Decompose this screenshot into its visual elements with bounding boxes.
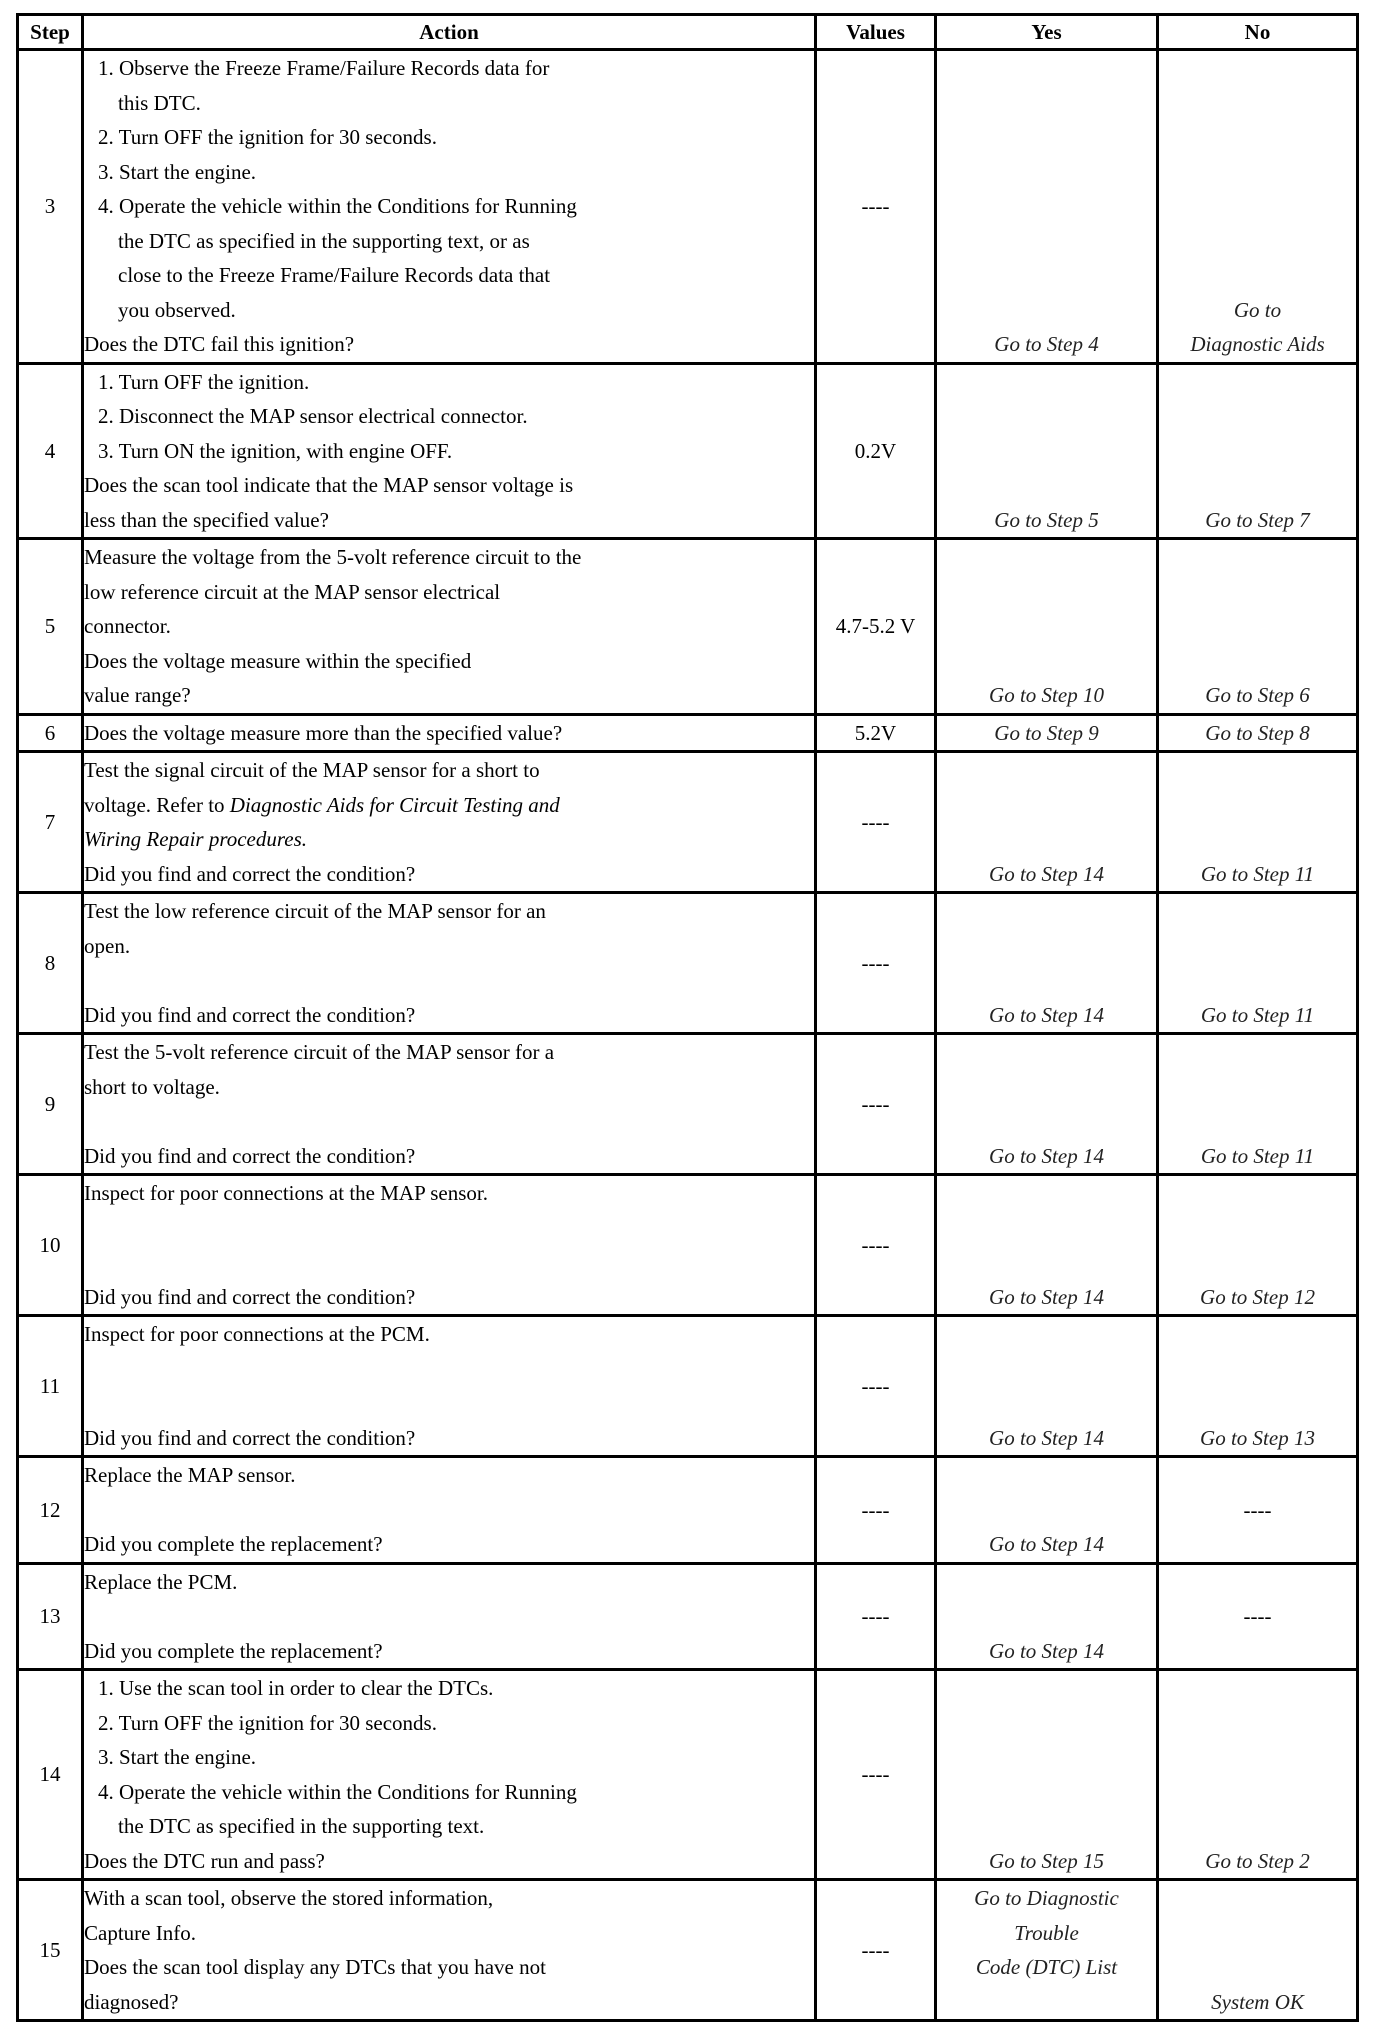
- no-cell: Go to Step 13: [1158, 1316, 1358, 1457]
- table-row: [18, 1175, 1358, 1316]
- step-number: 3: [18, 50, 83, 364]
- yes-cell: Go to Step 14: [936, 1563, 1158, 1670]
- no-cell: System OK: [1158, 1880, 1358, 2021]
- yes-cell: Go to Step 9: [936, 714, 1158, 752]
- table-row: [18, 1034, 1358, 1175]
- action-question: Did you find and correct the condition?: [84, 1002, 416, 1027]
- no-line: Go to: [1233, 297, 1282, 322]
- values-cell: 5.2V: [816, 714, 936, 752]
- step-number: 12: [18, 1457, 83, 1564]
- action-cell: [83, 752, 816, 893]
- values-cell: ----: [816, 1880, 936, 2021]
- yes-cell: Go to Step 14: [936, 893, 1158, 1034]
- action-question: value range?: [84, 683, 191, 707]
- header-values: Values: [816, 15, 936, 50]
- action-cell: [83, 714, 816, 752]
- step-number: 7: [18, 752, 83, 893]
- action-line: you observed.: [118, 297, 236, 322]
- values-cell: ----: [816, 1034, 936, 1175]
- action-line: 1. Observe the Freeze Frame/Failure Records data for: [98, 56, 550, 80]
- values-cell: 4.7-5.2 V: [816, 539, 936, 715]
- action-line: open.: [84, 933, 131, 958]
- reference-link-text: Wiring Repair procedures.: [84, 827, 308, 851]
- action-question: Does the DTC run and pass?: [84, 1848, 325, 1873]
- no-cell: [1158, 50, 1358, 364]
- yes-line: Code (DTC) List: [975, 1955, 1118, 1979]
- action-question: Did you find and correct the condition?: [84, 1284, 416, 1309]
- no-cell: Go to Step 12: [1158, 1175, 1358, 1316]
- no-cell: Go to Step 7: [1158, 363, 1358, 539]
- yes-cell: Go to Step 10: [936, 539, 1158, 715]
- values-cell: ----: [816, 1670, 936, 1880]
- step-number: 8: [18, 893, 83, 1034]
- action-line: Measure the voltage from the 5-volt reference circuit to the: [84, 545, 582, 569]
- header-action: Action: [83, 15, 816, 50]
- action-line: the DTC as specified in the supporting text.: [118, 1814, 485, 1838]
- action-cell: [83, 1457, 816, 1564]
- action-question: Did you find and correct the condition?: [84, 1425, 416, 1450]
- table-row: [18, 1880, 1358, 2021]
- action-line: 2. Turn OFF the ignition for 30 seconds.: [98, 125, 437, 149]
- action-question: Does the scan tool indicate that the MAP sensor voltage is: [84, 473, 574, 497]
- table-row: [18, 714, 1358, 752]
- table-row: [18, 1670, 1358, 1880]
- header-step: Step: [18, 15, 83, 50]
- action-text: voltage. Refer to: [84, 792, 230, 817]
- action-line: close to the Freeze Frame/Failure Records data that: [118, 263, 551, 287]
- action-question: less than the specified value?: [84, 507, 329, 532]
- action-line: connector.: [84, 614, 171, 638]
- values-cell: 0.2V: [816, 363, 936, 539]
- step-number: 9: [18, 1034, 83, 1175]
- action-cell: [83, 50, 816, 364]
- action-cell: [83, 539, 816, 715]
- action-question: Does the DTC fail this ignition?: [84, 332, 355, 356]
- step-number: 6: [18, 714, 83, 752]
- action-cell: [83, 1175, 816, 1316]
- action-line: Replace the PCM.: [84, 1569, 238, 1594]
- action-line: Test the signal circuit of the MAP sensor for a short to: [84, 758, 540, 782]
- diagnostic-table: [16, 13, 1359, 2022]
- action-line: With a scan tool, observe the stored information,: [84, 1886, 494, 1910]
- action-line: the DTC as specified in the supporting text, or as: [118, 228, 530, 253]
- action-line: Replace the MAP sensor.: [84, 1463, 296, 1487]
- action-cell: [83, 1880, 816, 2021]
- table-row: [18, 363, 1358, 539]
- yes-line: Trouble: [1014, 1920, 1079, 1945]
- action-line: 4. Operate the vehicle within the Conditions for Running: [98, 194, 577, 218]
- action-question: Did you complete the replacement?: [84, 1532, 383, 1556]
- action-cell: [83, 363, 816, 539]
- no-cell: Go to Step 11: [1158, 893, 1358, 1034]
- action-line: short to voltage.: [84, 1074, 220, 1099]
- yes-line: Go to Diagnostic: [974, 1886, 1119, 1910]
- values-cell: ----: [816, 1457, 936, 1564]
- table-row: [18, 893, 1358, 1034]
- action-question: Does the scan tool display any DTCs that you have not: [84, 1955, 546, 1979]
- action-question: Does the voltage measure more than the specified value?: [84, 720, 563, 745]
- step-number: 13: [18, 1563, 83, 1670]
- action-line: Test the 5-volt reference circuit of the MAP sensor for a: [84, 1040, 555, 1064]
- values-cell: ----: [816, 1316, 936, 1457]
- yes-cell: Go to Step 14: [936, 752, 1158, 893]
- header-row: [18, 15, 1358, 50]
- values-cell: ----: [816, 1175, 936, 1316]
- action-question: Did you find and correct the condition?: [84, 861, 416, 886]
- action-cell: [83, 893, 816, 1034]
- table-row: [18, 752, 1358, 893]
- action-question: Did you find and correct the condition?: [84, 1143, 416, 1168]
- yes-cell: Go to Step 15: [936, 1670, 1158, 1880]
- action-question: diagnosed?: [84, 1989, 179, 2014]
- action-line: 2. Turn OFF the ignition for 30 seconds.: [98, 1710, 437, 1735]
- no-cell: Go to Step 6: [1158, 539, 1358, 715]
- step-number: 15: [18, 1880, 83, 2021]
- no-cell: Go to Step 8: [1158, 714, 1358, 752]
- yes-cell: Go to Step 14: [936, 1175, 1158, 1316]
- no-line: Diagnostic Aids: [1190, 332, 1325, 356]
- table-row: [18, 1457, 1358, 1564]
- step-number: 10: [18, 1175, 83, 1316]
- no-cell: Go to Step 2: [1158, 1670, 1358, 1880]
- action-cell: [83, 1034, 816, 1175]
- reference-link-text: Diagnostic Aids for Circuit Testing and: [229, 792, 560, 817]
- table-row: [18, 50, 1358, 364]
- action-line: this DTC.: [118, 90, 201, 115]
- action-line: Capture Info.: [84, 1920, 196, 1945]
- no-cell: Go to Step 11: [1158, 752, 1358, 893]
- action-line: 3. Start the engine.: [98, 159, 257, 184]
- action-line: 2. Disconnect the MAP sensor electrical connector.: [98, 404, 528, 428]
- yes-cell: Go to Step 4: [936, 50, 1158, 364]
- step-number: 11: [18, 1316, 83, 1457]
- yes-cell: Go to Step 14: [936, 1034, 1158, 1175]
- action-cell: [83, 1670, 816, 1880]
- action-line: low reference circuit at the MAP sensor electrical: [84, 579, 501, 604]
- no-cell: ----: [1158, 1563, 1358, 1670]
- header-no: No: [1158, 15, 1358, 50]
- action-line: Inspect for poor connections at the MAP sensor.: [84, 1181, 488, 1205]
- action-cell: [83, 1316, 816, 1457]
- step-number: 4: [18, 363, 83, 539]
- yes-cell: [936, 1880, 1158, 2021]
- action-question: Does the voltage measure within the specified: [84, 648, 472, 673]
- yes-cell: Go to Step 5: [936, 363, 1158, 539]
- no-cell: Go to Step 11: [1158, 1034, 1358, 1175]
- table-row: [18, 1563, 1358, 1670]
- no-cell: ----: [1158, 1457, 1358, 1564]
- table-row: [18, 539, 1358, 715]
- action-line: 1. Turn OFF the ignition.: [98, 369, 310, 394]
- action-line: Inspect for poor connections at the PCM.: [84, 1322, 430, 1346]
- header-yes: Yes: [936, 15, 1158, 50]
- action-line: 1. Use the scan tool in order to clear the DTCs.: [98, 1676, 494, 1700]
- values-cell: ----: [816, 1563, 936, 1670]
- yes-cell: Go to Step 14: [936, 1316, 1158, 1457]
- values-cell: ----: [816, 50, 936, 364]
- yes-cell: Go to Step 14: [936, 1457, 1158, 1564]
- action-line: 3. Turn ON the ignition, with engine OFF.: [98, 438, 453, 463]
- action-cell: [83, 1563, 816, 1670]
- values-cell: ----: [816, 752, 936, 893]
- action-line: 3. Start the engine.: [98, 1745, 257, 1769]
- action-question: Did you complete the replacement?: [84, 1638, 383, 1663]
- step-number: 14: [18, 1670, 83, 1880]
- table-row: [18, 1316, 1358, 1457]
- step-number: 5: [18, 539, 83, 715]
- action-line: Test the low reference circuit of the MAP sensor for an: [84, 899, 546, 923]
- values-cell: ----: [816, 893, 936, 1034]
- action-line: 4. Operate the vehicle within the Conditions for Running: [98, 1779, 577, 1804]
- action-line: [84, 788, 814, 823]
